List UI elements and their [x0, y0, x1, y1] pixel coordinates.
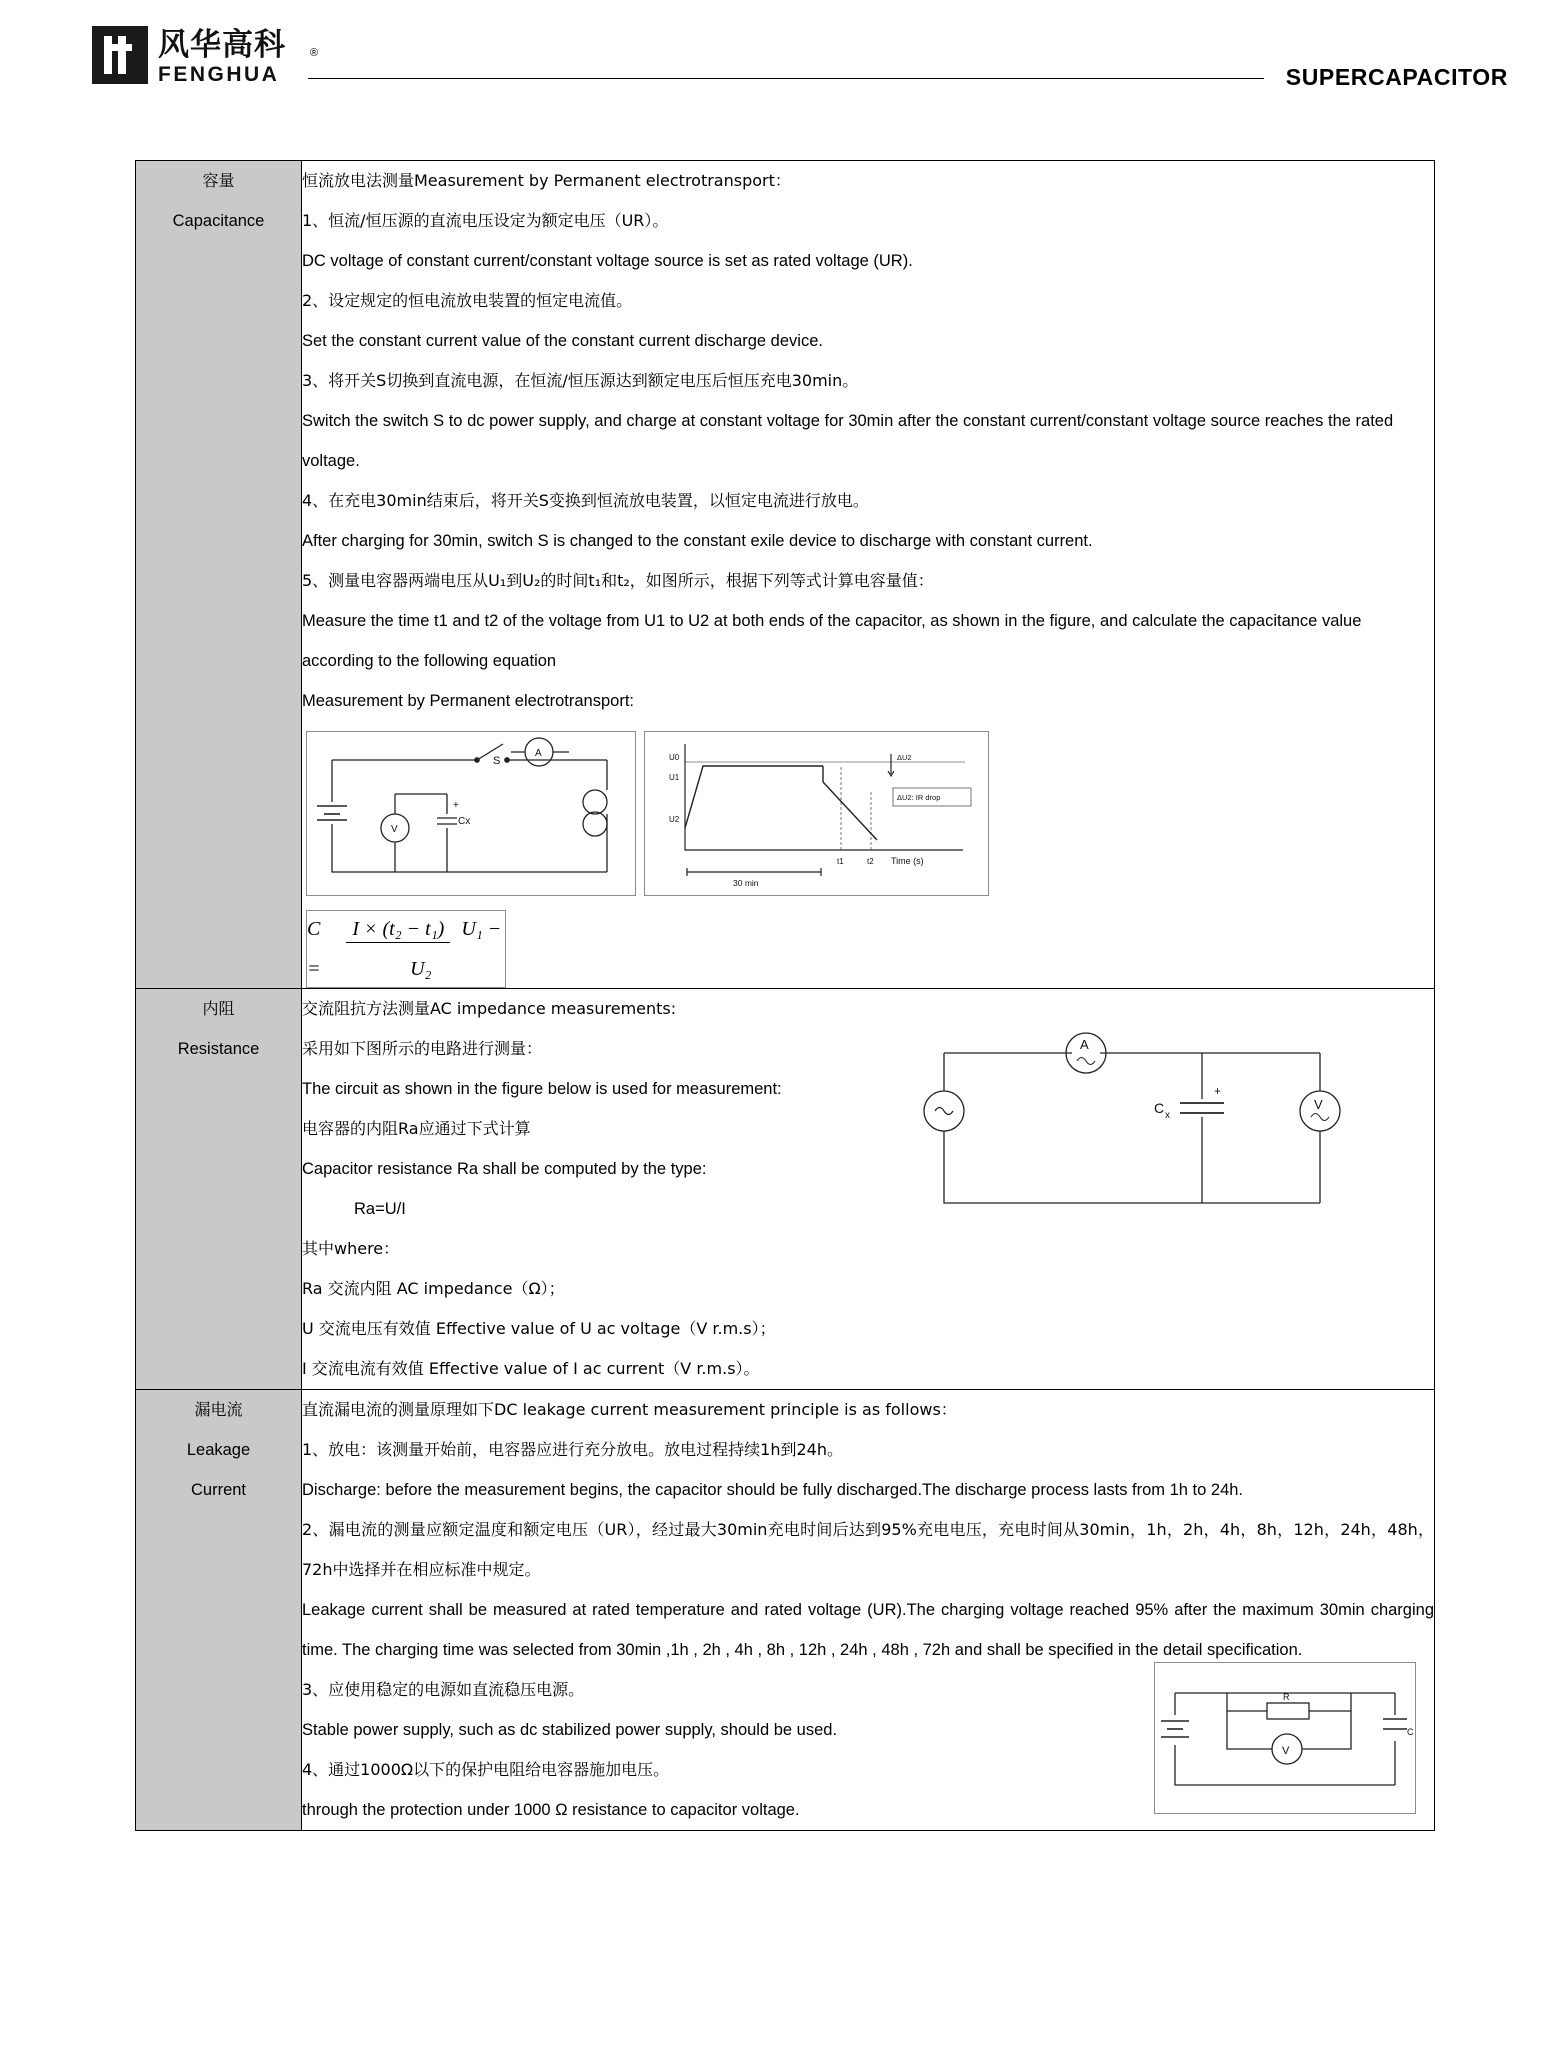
text-line: Switch the switch S to dc power supply, and charge at constant voltage for 30min after the constant current/constant voltage source reaches the rated voltage. [302, 412, 1394, 470]
text-line: 4、通过1000Ω以下的保护电阻给电容器施加电压。 [302, 1760, 670, 1779]
resistance-text-block [302, 989, 922, 1389]
text-line: After charging for 30min, switch S is changed to the constant exile device to discharge with constant current. [302, 532, 1093, 550]
voltmeter-label: V [1282, 1745, 1290, 1757]
text-line: Ra 交流内阻 AC impedance（Ω）； [302, 1279, 565, 1298]
svg-text:t2: t2 [867, 857, 874, 866]
capacitance-formula-box [306, 910, 506, 988]
formula-numerator: I × (t₂ − t₁) [346, 918, 450, 943]
capacitor-label: C [1154, 1100, 1165, 1116]
row-label-cn: 容量 [202, 171, 235, 190]
svg-text:U2: U2 [669, 815, 680, 824]
table-row [136, 989, 1435, 1390]
table-row [136, 1390, 1435, 1831]
resistance-circuit-diagram [922, 1013, 1434, 1263]
text-line: 2、漏电流的测量应额定温度和额定电压（UR），经过最大30min充电时间后达到95%充电电压，充电时间从30min，1h，2h，4h，8h，12h，24h，48h，72h中选择并在相应标准中规定。 [302, 1520, 1434, 1579]
text-line: 3、应使用稳定的电源如直流稳压电源。 [302, 1680, 585, 1699]
svg-text:U1: U1 [669, 773, 680, 782]
svg-text:30 min: 30 min [733, 878, 759, 888]
text-line: through the protection under 1000 Ω resistance to capacitor voltage. [302, 1801, 800, 1819]
row-label-cn: 内阻 [202, 999, 235, 1018]
text-line: DC voltage of constant current/constant voltage source is set as rated voltage (UR). [302, 252, 913, 270]
switch-label: S [493, 755, 501, 767]
registered-trademark-icon: ® [310, 47, 319, 59]
row-label-en: Resistance [177, 1040, 260, 1058]
text-line: 交流阻抗方法测量AC impedance measurements: [302, 999, 677, 1018]
text-line: 4、在充电30min结束后，将开关S变换到恒流放电装置，以恒定电流进行放电。 [302, 491, 869, 510]
formula-denominator: U₁ − U₂ [410, 918, 502, 980]
text-line: 电容器的内阻Ra应通过下式计算 [302, 1119, 531, 1138]
logo-chinese-name: 风华高科 [158, 27, 286, 63]
header-divider [308, 78, 1264, 79]
row-label-en: Capacitance [172, 212, 265, 230]
text-line: Measure the time t1 and t2 of the voltage from U1 to U2 at both ends of the capacitor, as shown in the figure, and calculate the capacitance value according to the following equation [302, 612, 1362, 670]
leakage-circuit-svg [1155, 1663, 1415, 1813]
svg-text:x: x [1165, 1110, 1170, 1121]
ammeter-label: A [1080, 1037, 1089, 1052]
text-line: 采用如下图所示的电路进行测量： [302, 1039, 543, 1058]
polarity-label: + [453, 800, 459, 811]
text-line: Set the constant current value of the constant current discharge device. [302, 332, 823, 350]
voltmeter-label: V [1314, 1097, 1323, 1112]
capacitor-label: C [1407, 1727, 1414, 1737]
resistance-equation: Ra=U/I [354, 1200, 406, 1218]
text-line: The circuit as shown in the figure below is used for measurement: [302, 1080, 782, 1098]
svg-text:U0: U0 [669, 753, 680, 762]
svg-text:ΔU2: ΔU2 [897, 753, 912, 762]
logo-text [158, 26, 319, 87]
resistor-label: R [1283, 1692, 1290, 1702]
text-line: 恒流放电法测量Measurement by Permanent electrotransport： [302, 171, 791, 190]
capacitor-label: Cx [458, 816, 471, 827]
graph-svg [645, 732, 988, 895]
fenghua-logo-icon [92, 26, 148, 84]
text-line: 2、设定规定的恒电流放电装置的恒定电流值。 [302, 291, 633, 310]
text-line: Leakage current shall be measured at rated temperature and rated voltage (UR).The charging voltage reached 95% after the maximum 30min charging time. The charging time was selected from 30min ,1h , 2h , 4h , 8h , 12h , 24h , 48h , 72h and shall be specified in the detail specification. [302, 1601, 1434, 1659]
resistance-circuit-svg [922, 1013, 1342, 1243]
formula-lhs: C = [307, 918, 321, 980]
capacitance-voltage-time-graph [644, 731, 989, 896]
leakage-circuit-diagram [1154, 1662, 1416, 1814]
row-label-resistance [136, 989, 302, 1390]
text-line: I 交流电流有效值 Effective value of I ac current（V r.m.s）。 [302, 1359, 760, 1378]
capacitance-figures [306, 731, 1434, 896]
logo-english-name: FENGHUA [158, 63, 280, 86]
row-label-en2: Current [190, 1481, 247, 1499]
row-label-capacitance [136, 161, 302, 989]
specification-table [135, 160, 1435, 1831]
row-content-resistance [302, 989, 1435, 1390]
text-line: 1、放电：该测量开始前，电容器应进行充分放电。放电过程持续1h到24h。 [302, 1440, 844, 1459]
page-title: SUPERCAPACITOR [1285, 64, 1508, 90]
row-content-leakage-current [302, 1390, 1435, 1831]
ammeter-label: A [535, 748, 542, 759]
text-line: 1、恒流/恒压源的直流电压设定为额定电压（UR）。 [302, 211, 669, 230]
table-row [136, 161, 1435, 989]
text-line: Stable power supply, such as dc stabilized power supply, should be used. [302, 1721, 838, 1739]
row-label-leakage-current [136, 1390, 302, 1831]
text-line: 3、将开关S切换到直流电源，在恒流/恒压源达到额定电压后恒压充电30min。 [302, 371, 859, 390]
capacitance-formula [307, 909, 505, 989]
svg-text:t1: t1 [837, 857, 844, 866]
text-line: Discharge: before the measurement begins, the capacitor should be fully discharged.The discharge process lasts from 1h to 24h. [302, 1481, 1244, 1499]
text-line: 其中where： [302, 1239, 400, 1258]
text-line: 直流漏电流的测量原理如下DC leakage current measurement principle is as follows： [302, 1400, 957, 1419]
circuit-svg [307, 732, 635, 895]
row-content-capacitance [302, 161, 1435, 989]
text-line: Measurement by Permanent electrotransport: [302, 692, 634, 710]
svg-text:ΔU2: IR drop: ΔU2: IR drop [897, 793, 941, 802]
row-label-cn: 漏电流 [194, 1400, 243, 1419]
text-line: U 交流电压有效值 Effective value of U ac voltage（V r.m.s）； [302, 1319, 776, 1338]
svg-text:Time (s): Time (s) [891, 856, 924, 866]
company-logo [92, 26, 319, 87]
row-label-en: Leakage [186, 1441, 251, 1459]
text-line: Capacitor resistance Ra shall be computed by the type: [302, 1160, 707, 1178]
voltmeter-label: V [391, 824, 398, 835]
text-line: 5、测量电容器两端电压从U₁到U₂的时间t₁和t₂，如图所示，根据下列等式计算电容量值： [302, 571, 934, 590]
specification-table-wrapper [135, 160, 1435, 1831]
page-header [0, 0, 1568, 118]
polarity-label: + [1214, 1084, 1222, 1098]
capacitance-circuit-diagram [306, 731, 636, 896]
